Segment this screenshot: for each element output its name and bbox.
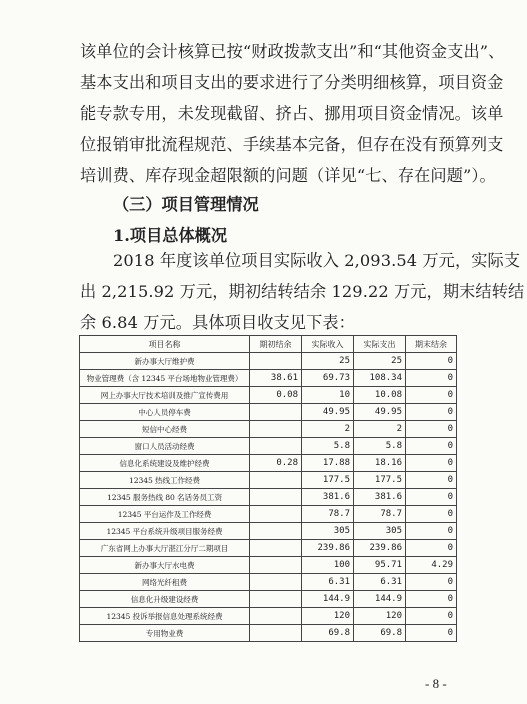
project-name-cell: 信息化系统建设及维护经费 — [80, 455, 250, 472]
amount-cell: 0 — [406, 489, 457, 506]
amount-cell: 5.8 — [302, 438, 354, 455]
amount-cell — [250, 540, 302, 557]
table-row — [80, 370, 457, 387]
text-line: 基本支出和项目支出的要求进行了分类明细核算，项目资金 — [80, 73, 504, 92]
amount-cell — [250, 489, 302, 506]
amount-cell: 0.28 — [250, 455, 302, 472]
amount-cell: 177.5 — [354, 472, 406, 489]
amount-cell: 0 — [406, 608, 457, 625]
amount-cell — [250, 404, 302, 421]
amount-cell: 0 — [406, 421, 457, 438]
amount-cell — [250, 574, 302, 591]
amount-cell: 4.29 — [406, 557, 457, 574]
project-name-cell: 物业管理费（含 12345 平台场地物业管理费） — [80, 370, 250, 387]
column-header: 项目名称 — [80, 336, 250, 353]
column-header: 实际支出 — [354, 336, 406, 353]
paragraph-project-overview — [80, 245, 525, 338]
project-name-cell: 新办事大厅水电费 — [80, 557, 250, 574]
table-row — [80, 387, 457, 404]
project-name-cell: 广东省网上办事大厅湛江分厅二期项目 — [80, 540, 250, 557]
amount-cell: 0 — [406, 591, 457, 608]
paragraph-accounting — [80, 36, 505, 191]
project-name-cell: 信息化升级建设经费 — [80, 591, 250, 608]
amount-cell: 144.9 — [302, 591, 354, 608]
table-row — [80, 540, 457, 557]
table-header-row — [80, 336, 457, 353]
amount-cell — [250, 438, 302, 455]
amount-cell: 25 — [302, 353, 354, 370]
table-row — [80, 608, 457, 625]
amount-cell: 69.73 — [302, 370, 354, 387]
amount-cell: 0 — [406, 625, 457, 642]
amount-cell: 381.6 — [354, 489, 406, 506]
table-row — [80, 625, 457, 642]
amount-cell — [250, 472, 302, 489]
table-row — [80, 489, 457, 506]
project-income-expense-table — [79, 335, 457, 642]
amount-cell: 0 — [406, 404, 457, 421]
amount-cell: 239.86 — [354, 540, 406, 557]
project-name-cell: 中心人员停车费 — [80, 404, 250, 421]
amount-cell: 239.86 — [302, 540, 354, 557]
table-row — [80, 404, 457, 421]
table-row — [80, 455, 457, 472]
column-header: 实际收入 — [302, 336, 354, 353]
text-line: 培训费、库存现金超限额的问题（详见“七、存在问题”）。 — [80, 166, 496, 185]
amount-cell — [250, 591, 302, 608]
amount-cell: 10.08 — [354, 387, 406, 404]
table-row — [80, 421, 457, 438]
amount-cell: 49.95 — [354, 404, 406, 421]
table-row — [80, 472, 457, 489]
amount-cell: 381.6 — [302, 489, 354, 506]
table-row — [80, 574, 457, 591]
amount-cell — [250, 557, 302, 574]
amount-cell: 0 — [406, 370, 457, 387]
amount-cell: 17.88 — [302, 455, 354, 472]
amount-cell: 78.7 — [354, 506, 406, 523]
subsection-heading: 1.项目总体概况 — [113, 226, 228, 245]
amount-cell: 0 — [406, 523, 457, 540]
table-row — [80, 523, 457, 540]
amount-cell: 10 — [302, 387, 354, 404]
column-header: 期末结余 — [406, 336, 457, 353]
text-line: 余 6.84 万元。具体项目收支见下表： — [80, 313, 355, 332]
text-line: 2018 年度该单位项目实际收入 2,093.54 万元，实际支 — [113, 251, 521, 270]
amount-cell: 2 — [354, 421, 406, 438]
amount-cell — [250, 421, 302, 438]
amount-cell: 6.31 — [302, 574, 354, 591]
project-name-cell: 12345 平台运作及工作经费 — [80, 506, 250, 523]
table-row — [80, 438, 457, 455]
project-name-cell: 网上办事大厅技术培训及推广宣传费用 — [80, 387, 250, 404]
project-name-cell: 窗口人员活动经费 — [80, 438, 250, 455]
table-row — [80, 353, 457, 370]
amount-cell: 0 — [406, 574, 457, 591]
amount-cell: 69.8 — [354, 625, 406, 642]
project-name-cell: 12345 热线工作经费 — [80, 472, 250, 489]
project-name-cell: 短信中心经费 — [80, 421, 250, 438]
amount-cell: 18.16 — [354, 455, 406, 472]
amount-cell: 0 — [406, 387, 457, 404]
amount-cell: 95.71 — [354, 557, 406, 574]
amount-cell: 6.31 — [354, 574, 406, 591]
amount-cell: 38.61 — [250, 370, 302, 387]
project-name-cell: 新办事大厅维护费 — [80, 353, 250, 370]
amount-cell — [250, 506, 302, 523]
amount-cell: 305 — [354, 523, 406, 540]
table-row — [80, 506, 457, 523]
amount-cell: 120 — [302, 608, 354, 625]
amount-cell: 0 — [406, 438, 457, 455]
amount-cell: 49.95 — [302, 404, 354, 421]
amount-cell — [250, 608, 302, 625]
amount-cell: 108.34 — [354, 370, 406, 387]
amount-cell: 177.5 — [302, 472, 354, 489]
section-heading: （三）项目管理情况 — [113, 195, 259, 214]
amount-cell — [250, 353, 302, 370]
amount-cell: 0.08 — [250, 387, 302, 404]
amount-cell: 2 — [302, 421, 354, 438]
text-line: 出 2,215.92 万元，期初结转结余 129.22 万元，期末结转结 — [80, 282, 525, 301]
table-row — [80, 591, 457, 608]
project-name-cell: 专用物业费 — [80, 625, 250, 642]
column-header: 期初结余 — [250, 336, 302, 353]
amount-cell: 0 — [406, 353, 457, 370]
amount-cell: 0 — [406, 472, 457, 489]
text-line: 位报销审批流程规范、手续基本完备，但存在没有预算列支 — [80, 135, 504, 154]
project-name-cell: 网络光纤租费 — [80, 574, 250, 591]
amount-cell: 78.7 — [302, 506, 354, 523]
text-line: 该单位的会计核算已按“财政拨款支出”和“其他资金支出”、 — [80, 42, 505, 61]
table-body — [80, 353, 457, 642]
project-name-cell: 12345 服务热线 80 名话务员工资 — [80, 489, 250, 506]
amount-cell: 5.8 — [354, 438, 406, 455]
amount-cell: 144.9 — [354, 591, 406, 608]
amount-cell — [250, 523, 302, 540]
amount-cell: 120 — [354, 608, 406, 625]
amount-cell: 0 — [406, 455, 457, 472]
page-number: - 8 - — [425, 676, 447, 691]
amount-cell: 69.8 — [302, 625, 354, 642]
amount-cell: 100 — [302, 557, 354, 574]
table-row — [80, 557, 457, 574]
amount-cell: 0 — [406, 540, 457, 557]
amount-cell: 305 — [302, 523, 354, 540]
text-line: 能专款专用，未发现截留、挤占、挪用项目资金情况。该单 — [80, 104, 504, 123]
amount-cell — [250, 625, 302, 642]
amount-cell: 0 — [406, 506, 457, 523]
project-name-cell: 12345 投诉举报信息处理系统经费 — [80, 608, 250, 625]
project-name-cell: 12345 平台系统升级项目服务经费 — [80, 523, 250, 540]
amount-cell: 25 — [354, 353, 406, 370]
